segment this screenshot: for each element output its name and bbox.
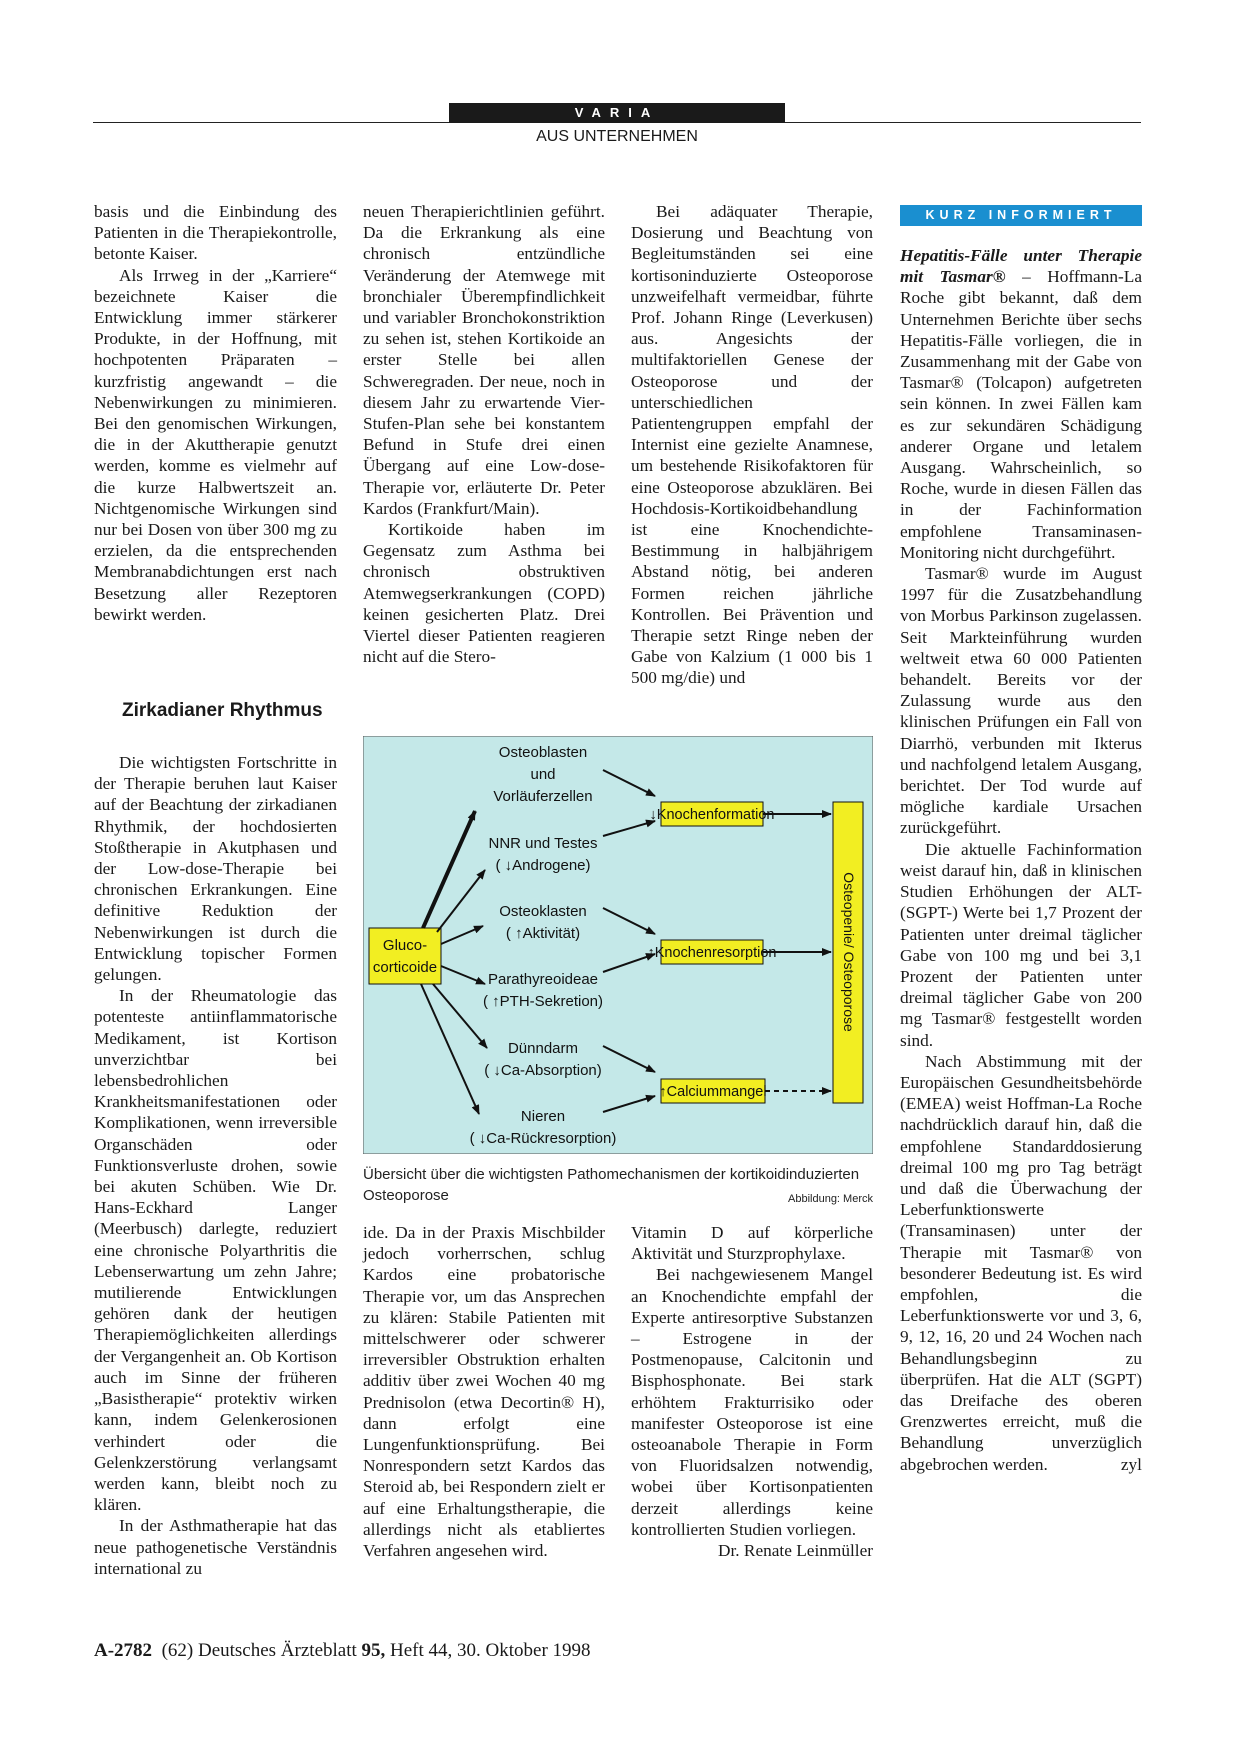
section-title: AUS UNTERNEHMEN [536, 128, 698, 145]
target-und: und [530, 766, 556, 783]
figure-caption: Übersicht über die wichtigsten Pathomechanismen der kortikoidinduzierten Osteoporose Abbildung: Merck [363, 1164, 873, 1210]
target-duenndarm: Dünndarm [507, 1040, 579, 1057]
column-3-top [631, 201, 873, 689]
paragraph: Die wichtigsten Fortschritte in der Therapie beruhen laut Kaiser auf der Beachtung der zirkadianen Rhythmik, der hochdosierten Stoßtherapie in Akutphasen und der Low-dose-Therapie bei chronischen Erkrankungen. Eine definitive Reduktion der Nebenwirkungen ist durch die Entwicklung topischer Formen gelungen. [94, 753, 337, 985]
paragraph: neuen Therapierichtlinien geführt. Da die Erkrankung als eine chronisch entzündliche Veränderung der Atemwege mit bronchialer Überempfindlichkeit und variabler Bronchokonstriktion zu sehen ist, stehen Kortikoide an erster Stelle bei allen Schweregraden. Der neue, noch in diesem Jahr zu erwartende Vier-Stufen-Plan sehe bei konstantem Befund in Stufe drei einen Übergang auf eine Low-dose-Therapie vor, erläuterte Dr. Peter Kardos (Frankfurt/Main). [363, 202, 605, 518]
result-knochenformation: ↓Knochenformation [649, 807, 775, 823]
target-aktivitaet: ( ↑Aktivität) [505, 925, 581, 942]
news-title: Hepatitis-Fälle unter Therapie mit Tasmar® [900, 246, 1142, 287]
paragraph: ide. Da in der Praxis Mischbilder jedoch vorherrschen, schlug Kardos eine probatorische Therapie vor, um das Ansprechen zu klären: Stabile Patienten mit mittelschwerer oder schwerer irreversibler Obstruktion erhalten additiv über zwei Wochen 40 mg Prednisolon (etwa Decortin® H), dann erfolgt eine Lungenfunktionsprüfung. Bei Nonrespondern setzt Kardos das Steroid ab, bei Respondern zielt er auf eine Erhaltungstherapie, die allerdings nicht als etabliertes Verfahren angesehen wird. [363, 1223, 605, 1561]
paragraph: Die aktuelle Fachinformation weist darauf hin, daß in klinischen Studien Erhöhungen der ALT-(SGPT-) Werte bei 1,7 Prozent der Patienten unter dreimal täglicher Gabe von 100 mg und bei 3,1 Prozent der Patienten unter dreimal täglicher Gabe von 200 mg Tasmar® festgestellt worden sind. [900, 839, 1142, 1050]
column-1-top [94, 201, 337, 625]
column-3-bottom [631, 1222, 873, 1561]
target-osteoblasten: Osteoblasten [498, 744, 588, 761]
target-parathyreoideae: Parathyreoideae [487, 971, 599, 988]
target-osteoklasten: Osteoklasten [499, 903, 587, 920]
paragraph: Nach Abstimmung mit der Europäischen Gesundheitsbehörde (EMEA) weist Hoffman-La Roche nachdrücklich darauf hin, daß die empfohlene Standarddosierung dreimal 100 mg pro Tag beträgt und daß die Überwachung der Leberfunktionswerte (Transaminasen) unter der Therapie mit Tasmar® von besonderer Bedeutung ist. Es wird empfohlen, die Leberfunktionswerte vor und 3, 6, 9, 12, 16, 20 und 24 Wochen nach Behandlungsbeginn zu überprüfen. Hat die ALT (SGPT) das Dreifache des oberen Grenzwertes erreicht, muß die Behandlung unverzüglich abgebrochen werden. zyl [900, 1051, 1142, 1474]
paragraph: Als Irrweg in der „Karriere“ bezeichnete Kaiser die Entwicklung immer stärkerer Produkte, in der Hoffnung, mit hochpotenten Präparaten – kurzfristig angewandt – die Nebenwirkungen zu minimieren. Bei den genomischen Wirkungen, die in der Akuttherapie genutzt werden, komme es vielmehr auf die kurze Halbwertszeit an. Nichtgenomische Wirkungen sind nur bei Dosen von über 300 mg zu erzielen, da die entsprechenden Membranabdichtungen erst nach Besetzung aller Rezeptoren bewirkt werden. [94, 265, 337, 624]
paragraph: Tasmar® wurde im August 1997 für die Zusatzbehandlung von Morbus Parkinson zugelassen. Seit Markteinführung wurden weltweit etwa 60 000 Patienten behandelt. Bereits vor der Zulassung wurde aus den klinischen Prüfungen ein Fall von Diarrhö, verbunden mit Ikterus und nachfolgend letalem Ausgang, berichtet. Der Tod wurde auf mögliche kardiale Ursachen zurückgeführt. [900, 564, 1142, 838]
paragraph: Bei adäquater Therapie, Dosierung und Beachtung von Begleitumständen sei eine kortisoninduzierte Osteoporose unzweifelhaft vermeidbar, führte Prof. Johann Ringe (Leverkusen) aus. Angesichts der multifaktoriellen Genese der Osteoporose und der unterschiedlichen Patientengruppen empfahl der Internist eine gezielte Anamnese, um bestehende Risikofaktoren für eine Osteoporose abzuklären. Bei Hochdosis-Kortikoidbehandlung ist eine Knochendichte-Bestimmung in halbjährigem Abstand nötig, bei anderen Formen reichen jährliche Kontrollen. Bei Prävention und Therapie setzt Ringe neben der Gabe von Kalzium (1 000 bis 1 500 mg/die) und [631, 202, 873, 688]
pathomechanism-diagram [363, 736, 873, 1154]
paragraph: In der Rheumatologie das potenteste antiinflammatorische Medikament, ist Kortison unverzichtbar bei lebensbedrohlichen Krankheitsmanifestationen oder Komplikationen, wenn irreversible Organschäden oder Funktionsverluste drohen, sowie bei akuten Schüben. Wie Dr. Hans-Eckhard Langer (Meerbusch) darlegte, reduziert eine chronische Polyarthritis die Lebenserwartung um zehn Jahre; mutilierende Entwicklungen gehören dank der heutigen Therapiemöglichkeiten allerdings der Vergangenheit an. Ob Kortison auch im Sinne der früheren „Basistherapie“ protektiv wirken kann, indem Gelenkerosionen verhindert oder die Gelenkzerstörung verlangsamt werden kann, bleibt noch zu klären. [94, 986, 337, 1515]
volume: 95, [361, 1640, 386, 1661]
figure-credit: Abbildung: Merck [788, 1193, 873, 1205]
target-ca-rueckresorption: ( ↓Ca-Rückresorption) [469, 1130, 617, 1147]
paragraph: Bei nachgewiesenem Mangel an Knochendichte empfahl der Experte antiresorptive Substanzen – Estrogene in der Postmenopause, Calcitonin und Bisphosphonate. Bei stark erhöhtem Frakturrisiko oder manifester Osteoporose ist eine osteoanabole Therapie in Form von Fluoridsalzen notwendig, wobei über Kortisonpatienten derzeit allerdings keine kontrollierten Studien vorliegen. Dr. Renate Leinmüller [631, 1265, 873, 1561]
target-androgene: ( ↓Androgene) [495, 857, 591, 874]
paragraph: basis und die Einbindung des Patienten in die Therapiekontrolle, betonte Kaiser. [94, 202, 337, 264]
subheading: Zirkadianer Rhythmus [122, 700, 323, 721]
paragraph: In der Asthmatherapie hat das neue pathogenetische Verständnis international zu [94, 1516, 337, 1578]
paragraph: Hepatitis-Fälle unter Therapie mit Tasmar® – Hoffmann-La Roche gibt bekannt, daß dem Unternehmen Berichte über sechs Hepatitis-Fälle vorliegen, die in Zusammenhang mit der Gabe von Tasmar® (Tolcapon) aufgetreten sein können. In zwei Fällen kam es zur sekundären Schädigung anderer Organe und letalem Ausgang. Wahrscheinlich, so Roche, wurde in diesen Fällen das in der Fachinformation empfohlene Transaminasen-Monitoring nicht durchgeführt. [900, 246, 1142, 562]
source-label-2: corticoide [372, 959, 438, 976]
result-osteoporose: Osteopenie/ Osteoporose [841, 872, 857, 1032]
target-nnr: NNR und Testes [488, 835, 598, 852]
source-label-1: Gluco- [382, 937, 428, 954]
author: Dr. Renate Leinmüller [718, 1541, 873, 1561]
signature: zyl [1120, 1454, 1142, 1474]
result-calciummangel: ↑Calciummangel [659, 1084, 767, 1100]
column-2-bottom [363, 1222, 605, 1561]
kurz-informiert-box: KURZ INFORMIERT [900, 205, 1142, 226]
issue: Heft 44, 30. Oktober 1998 [385, 1640, 591, 1661]
column-1-bottom [94, 752, 337, 1579]
target-pth: ( ↑PTH-Sekretion) [482, 993, 604, 1010]
result-knochenresorption: ↑Knochenresorption [647, 945, 777, 961]
paragraph: Vitamin D auf körperliche Aktivität und Sturzprophylaxe. [631, 1223, 873, 1264]
target-nieren: Nieren [520, 1108, 566, 1125]
column-4 [900, 245, 1142, 1475]
varia-banner: VARIA [449, 103, 785, 123]
target-ca-absorption: ( ↓Ca-Absorption) [484, 1062, 602, 1079]
column-2-top [363, 201, 605, 667]
page-footer [94, 1640, 591, 1662]
page-number: A-2782 [94, 1640, 153, 1661]
paragraph: Kortikoide haben im Gegensatz zum Asthma bei chronisch obstruktiven Atemwegserkrankungen (COPD) keinen gesicherten Platz. Drei Viertel dieser Patienten reagieren nicht auf die Stero- [363, 520, 605, 667]
journal-ref: (62) Deutsches Ärzteblatt [161, 1640, 362, 1661]
target-vorlaeuferzellen: Vorläuferzellen [493, 788, 593, 805]
